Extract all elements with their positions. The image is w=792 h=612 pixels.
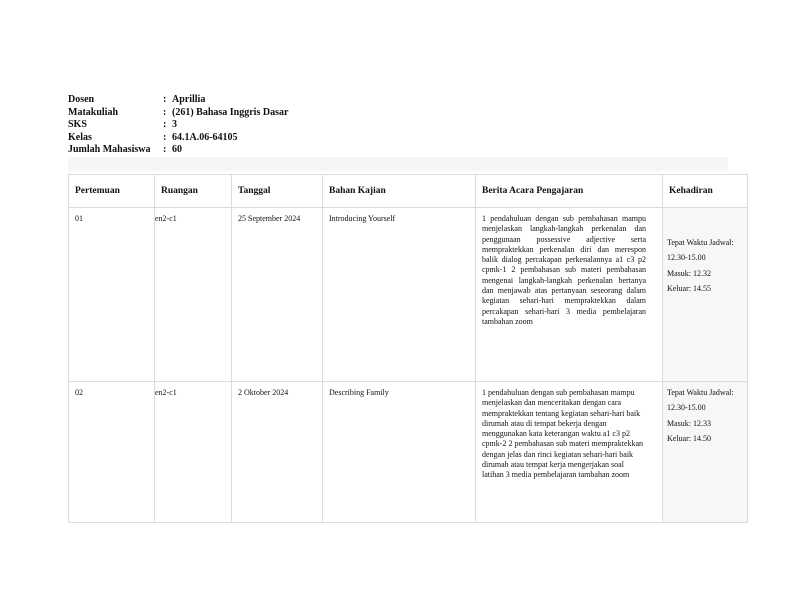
info-colon: : (163, 106, 167, 118)
cell-bahan-kajian: Describing Family (323, 382, 476, 523)
info-colon: : (163, 144, 167, 156)
header-bahan-kajian: Bahan Kajian (323, 175, 476, 208)
cell-berita-acara: 1 pendahuluan dengan sub pembahasan mampu menjelaskan dan menceritakan dengan cara mempraktekkan tentang kegiatan sehari-hari baik dirumah atau di tempat bekerja dengan menggunakan kata keterangan waktu a1 c3 p2 cpmk-2 2 pembahasan sub materi mempraktekkan dengan jelas dan rinci kegiatan sehari-hari baik dirumah atau tempat kerja mengerjakan soal latihan 3 media pembelajaran tambahan zoom (476, 382, 663, 523)
cell-kehadiran (663, 382, 748, 523)
info-label: Kelas (68, 131, 92, 143)
kehadiran-masuk: Masuk: 12.33 (667, 418, 711, 428)
cell-tanggal: 2 Oktober 2024 (232, 382, 323, 523)
cell-berita-acara: 1 pendahuluan dengan sub pembahasan mampu menjelaskan langkah-langkah perkenalan dan penggunaan possessive adjective serta mempraktekkan perkenalan diri dan merespon balik dialog percakapan perkenalannya a1 c3 p2 cpmk-1 2 pembahasan sub materi pembahasan mengenai langkah-langkah perkenalan bertanya dan menjawab atas pertanyaan seseorang dalam kegiatan sehari-hari mempraktekkan dalam percakapan sehari-hari 3 media pembelajaran tambahan zoom (476, 208, 663, 382)
table-row (69, 208, 748, 382)
header-tanggal: Tanggal (232, 175, 323, 208)
info-label: Jumlah Mahasiswa (68, 144, 151, 156)
lecture-table (68, 174, 748, 523)
kehadiran-jadwal: Tepat Waktu Jadwal: (667, 238, 734, 247)
info-colon: : (163, 94, 167, 105)
cell-ruangan: en2-c1 (155, 382, 232, 523)
cell-pertemuan: 02 (69, 382, 155, 523)
table-row (69, 382, 748, 523)
info-value: 3 (172, 119, 177, 131)
header-pertemuan: Pertemuan (69, 175, 155, 208)
info-label: Matakuliah (68, 106, 119, 118)
cell-pertemuan: 01 (69, 208, 155, 382)
cell-tanggal: 25 September 2024 (232, 208, 323, 382)
cell-kehadiran (663, 208, 748, 382)
info-row-matakuliah (68, 107, 288, 120)
info-row-dosen (68, 94, 288, 107)
cell-bahan-kajian: Introducing Yourself (323, 208, 476, 382)
kehadiran-masuk: Masuk: 12.32 (667, 268, 711, 278)
info-label: Dosen (68, 94, 95, 105)
course-info (68, 94, 288, 157)
header-ruangan: Ruangan (155, 175, 232, 208)
info-value: (261) Bahasa Inggris Dasar (172, 106, 289, 118)
info-label: SKS (68, 119, 87, 131)
info-value: Aprillia (172, 94, 206, 105)
info-shade-divider (68, 157, 728, 171)
info-value: 60 (172, 144, 182, 156)
info-row-sks (68, 119, 288, 132)
kehadiran-keluar: Keluar: 14.50 (667, 433, 711, 443)
kehadiran-jam: 12.30-15.00 (667, 403, 706, 413)
header-berita-acara: Berita Acara Pengajaran (476, 175, 663, 208)
info-value: 64.1A.06-64105 (172, 131, 238, 143)
info-row-jumlah (68, 144, 288, 157)
cell-ruangan: en2-c1 (155, 208, 232, 382)
kehadiran-jadwal: Tepat Waktu Jadwal: (667, 388, 734, 397)
info-colon: : (163, 119, 167, 131)
info-colon: : (163, 131, 167, 143)
info-row-kelas (68, 132, 288, 145)
kehadiran-keluar: Keluar: 14.55 (667, 283, 711, 293)
kehadiran-jam: 12.30-15.00 (667, 253, 706, 263)
header-kehadiran: Kehadiran (663, 175, 748, 208)
table-header-row (69, 175, 748, 208)
